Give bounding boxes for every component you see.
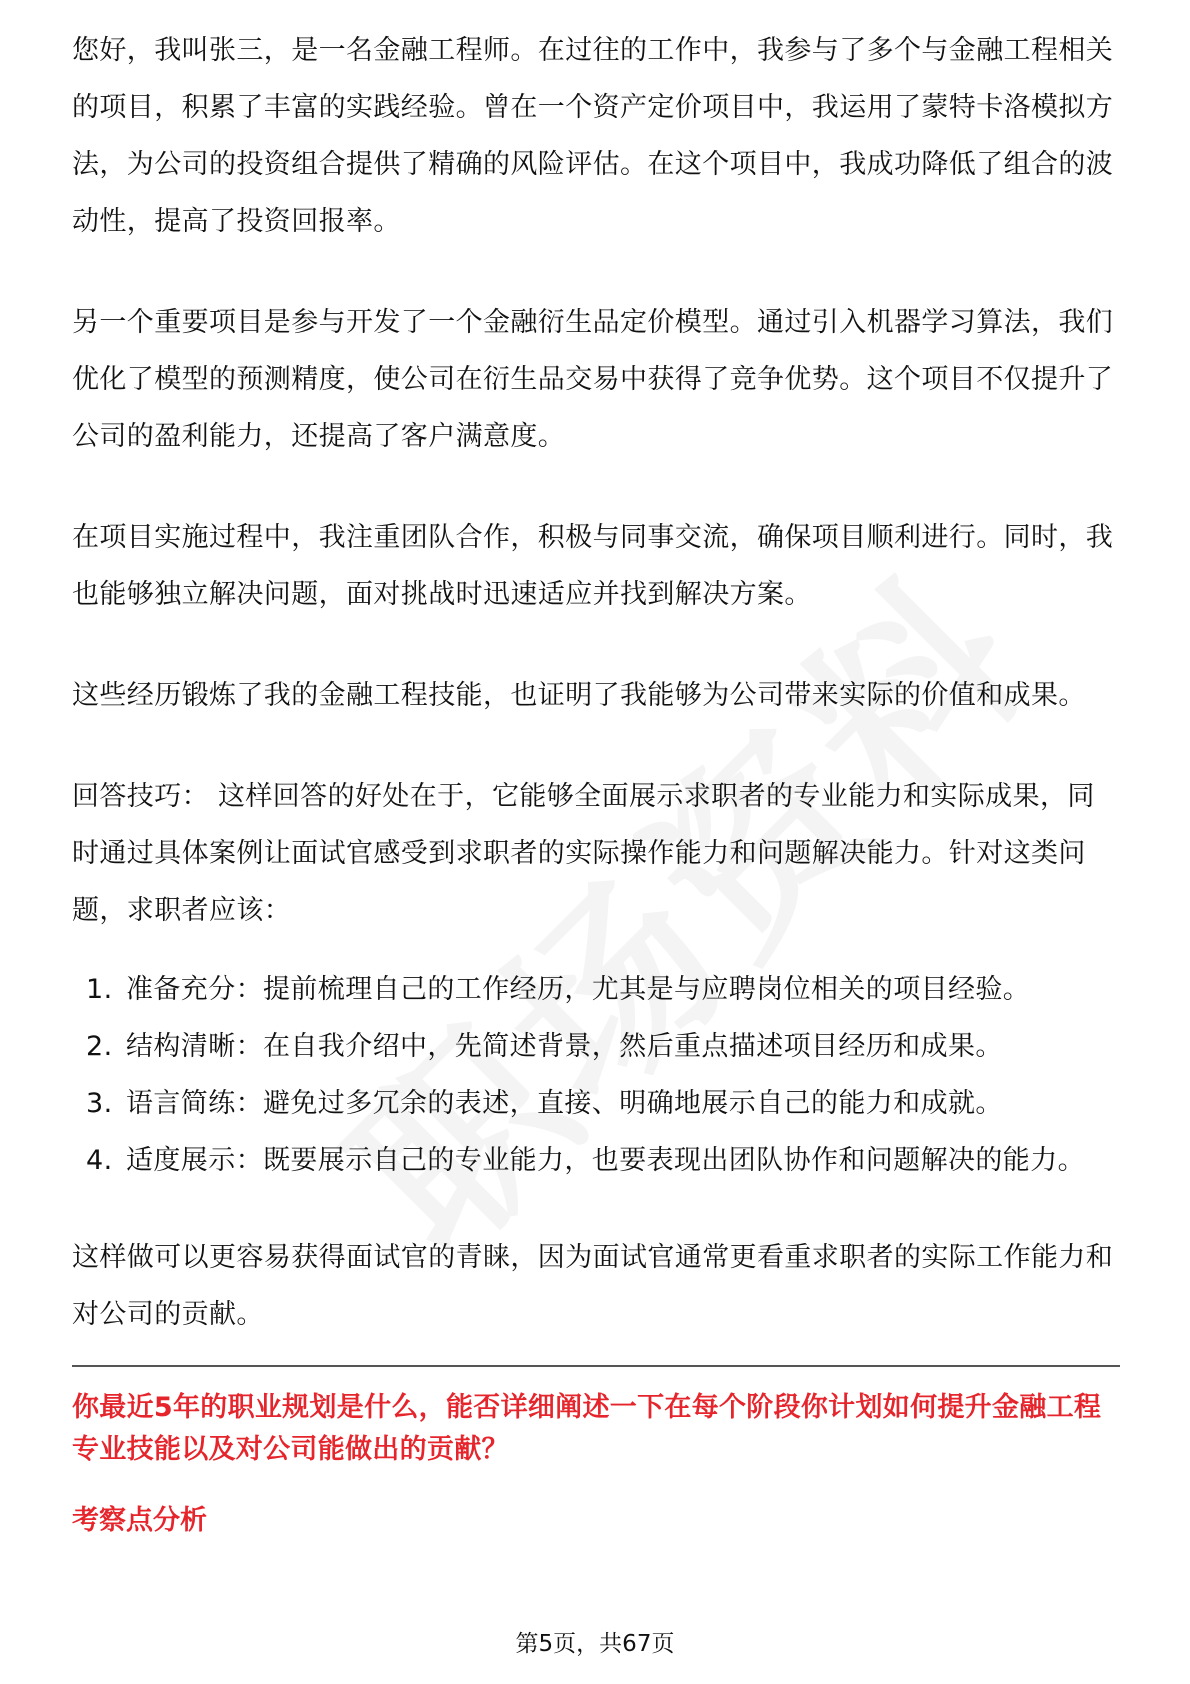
list-text: 语言简练：避免过多冗余的表述，直接、明确地展示自己的能力和成就。 — [126, 1088, 1003, 1119]
paragraph-closing: 这样做可以更容易获得面试官的青睐，因为面试官通常更看重求职者的实际工作能力和对公司的贡献。 — [72, 1242, 1114, 1330]
list-item — [72, 1132, 1120, 1189]
paragraph-summary: 这些经历锻炼了我的金融工程技能，也证明了我能够为公司带来实际的价值和成果。 — [72, 680, 1086, 711]
list-item — [72, 1075, 1120, 1132]
paragraph-answer-tips: 回答技巧： 这样回答的好处在于，它能够全面展示求职者的专业能力和实际成果，同时通过具体案例让面试官感受到求职者的实际操作能力和问题解决能力。针对这类问题，求职者应该： — [72, 781, 1095, 926]
list-item — [72, 961, 1120, 1018]
interview-question: 你最近5年的职业规划是什么，能否详细阐述一下在每个阶段你计划如何提升金融工程专业技能以及对公司能做出的贡献？ — [72, 1392, 1102, 1465]
list-number: 2. — [86, 1031, 113, 1062]
section-heading: 考察点分析 — [72, 1505, 207, 1536]
paragraph-teamwork: 在项目实施过程中，我注重团队合作，积极与同事交流，确保项目顺利进行。同时，我也能够独立解决问题，面对挑战时迅速适应并找到解决方案。 — [72, 522, 1114, 610]
list-item — [72, 1018, 1120, 1075]
page-footer: 第5页，共67页 — [515, 1631, 675, 1657]
tips-list — [72, 961, 1120, 1189]
paragraph-project: 另一个重要项目是参与开发了一个金融衍生品定价模型。通过引入机器学习算法，我们优化了模型的预测精度，使公司在衍生品交易中获得了竞争优势。这个项目不仅提升了公司的盈利能力，还提高了客户满意度。 — [72, 307, 1114, 452]
list-text: 结构清晰：在自我介绍中，先简述背景，然后重点描述项目经历和成果。 — [126, 1031, 1003, 1062]
list-text: 准备充分：提前梳理自己的工作经历，尤其是与应聘岗位相关的项目经验。 — [126, 974, 1031, 1005]
list-text: 适度展示：既要展示自己的专业能力，也要表现出团队协作和问题解决的能力。 — [126, 1145, 1085, 1176]
paragraph-intro: 您好，我叫张三，是一名金融工程师。在过往的工作中，我参与了多个与金融工程相关的项目，积累了丰富的实践经验。曾在一个资产定价项目中，我运用了蒙特卡洛模拟方法，为公司的投资组合提供了精确的风险评估。在这个项目中，我成功降低了组合的波动性，提高了投资回报率。 — [72, 35, 1114, 237]
list-number: 3. — [86, 1088, 113, 1119]
list-number: 4. — [86, 1145, 113, 1176]
document-body — [72, 32, 1120, 1541]
section-divider — [72, 1365, 1120, 1367]
list-number: 1. — [86, 974, 113, 1005]
